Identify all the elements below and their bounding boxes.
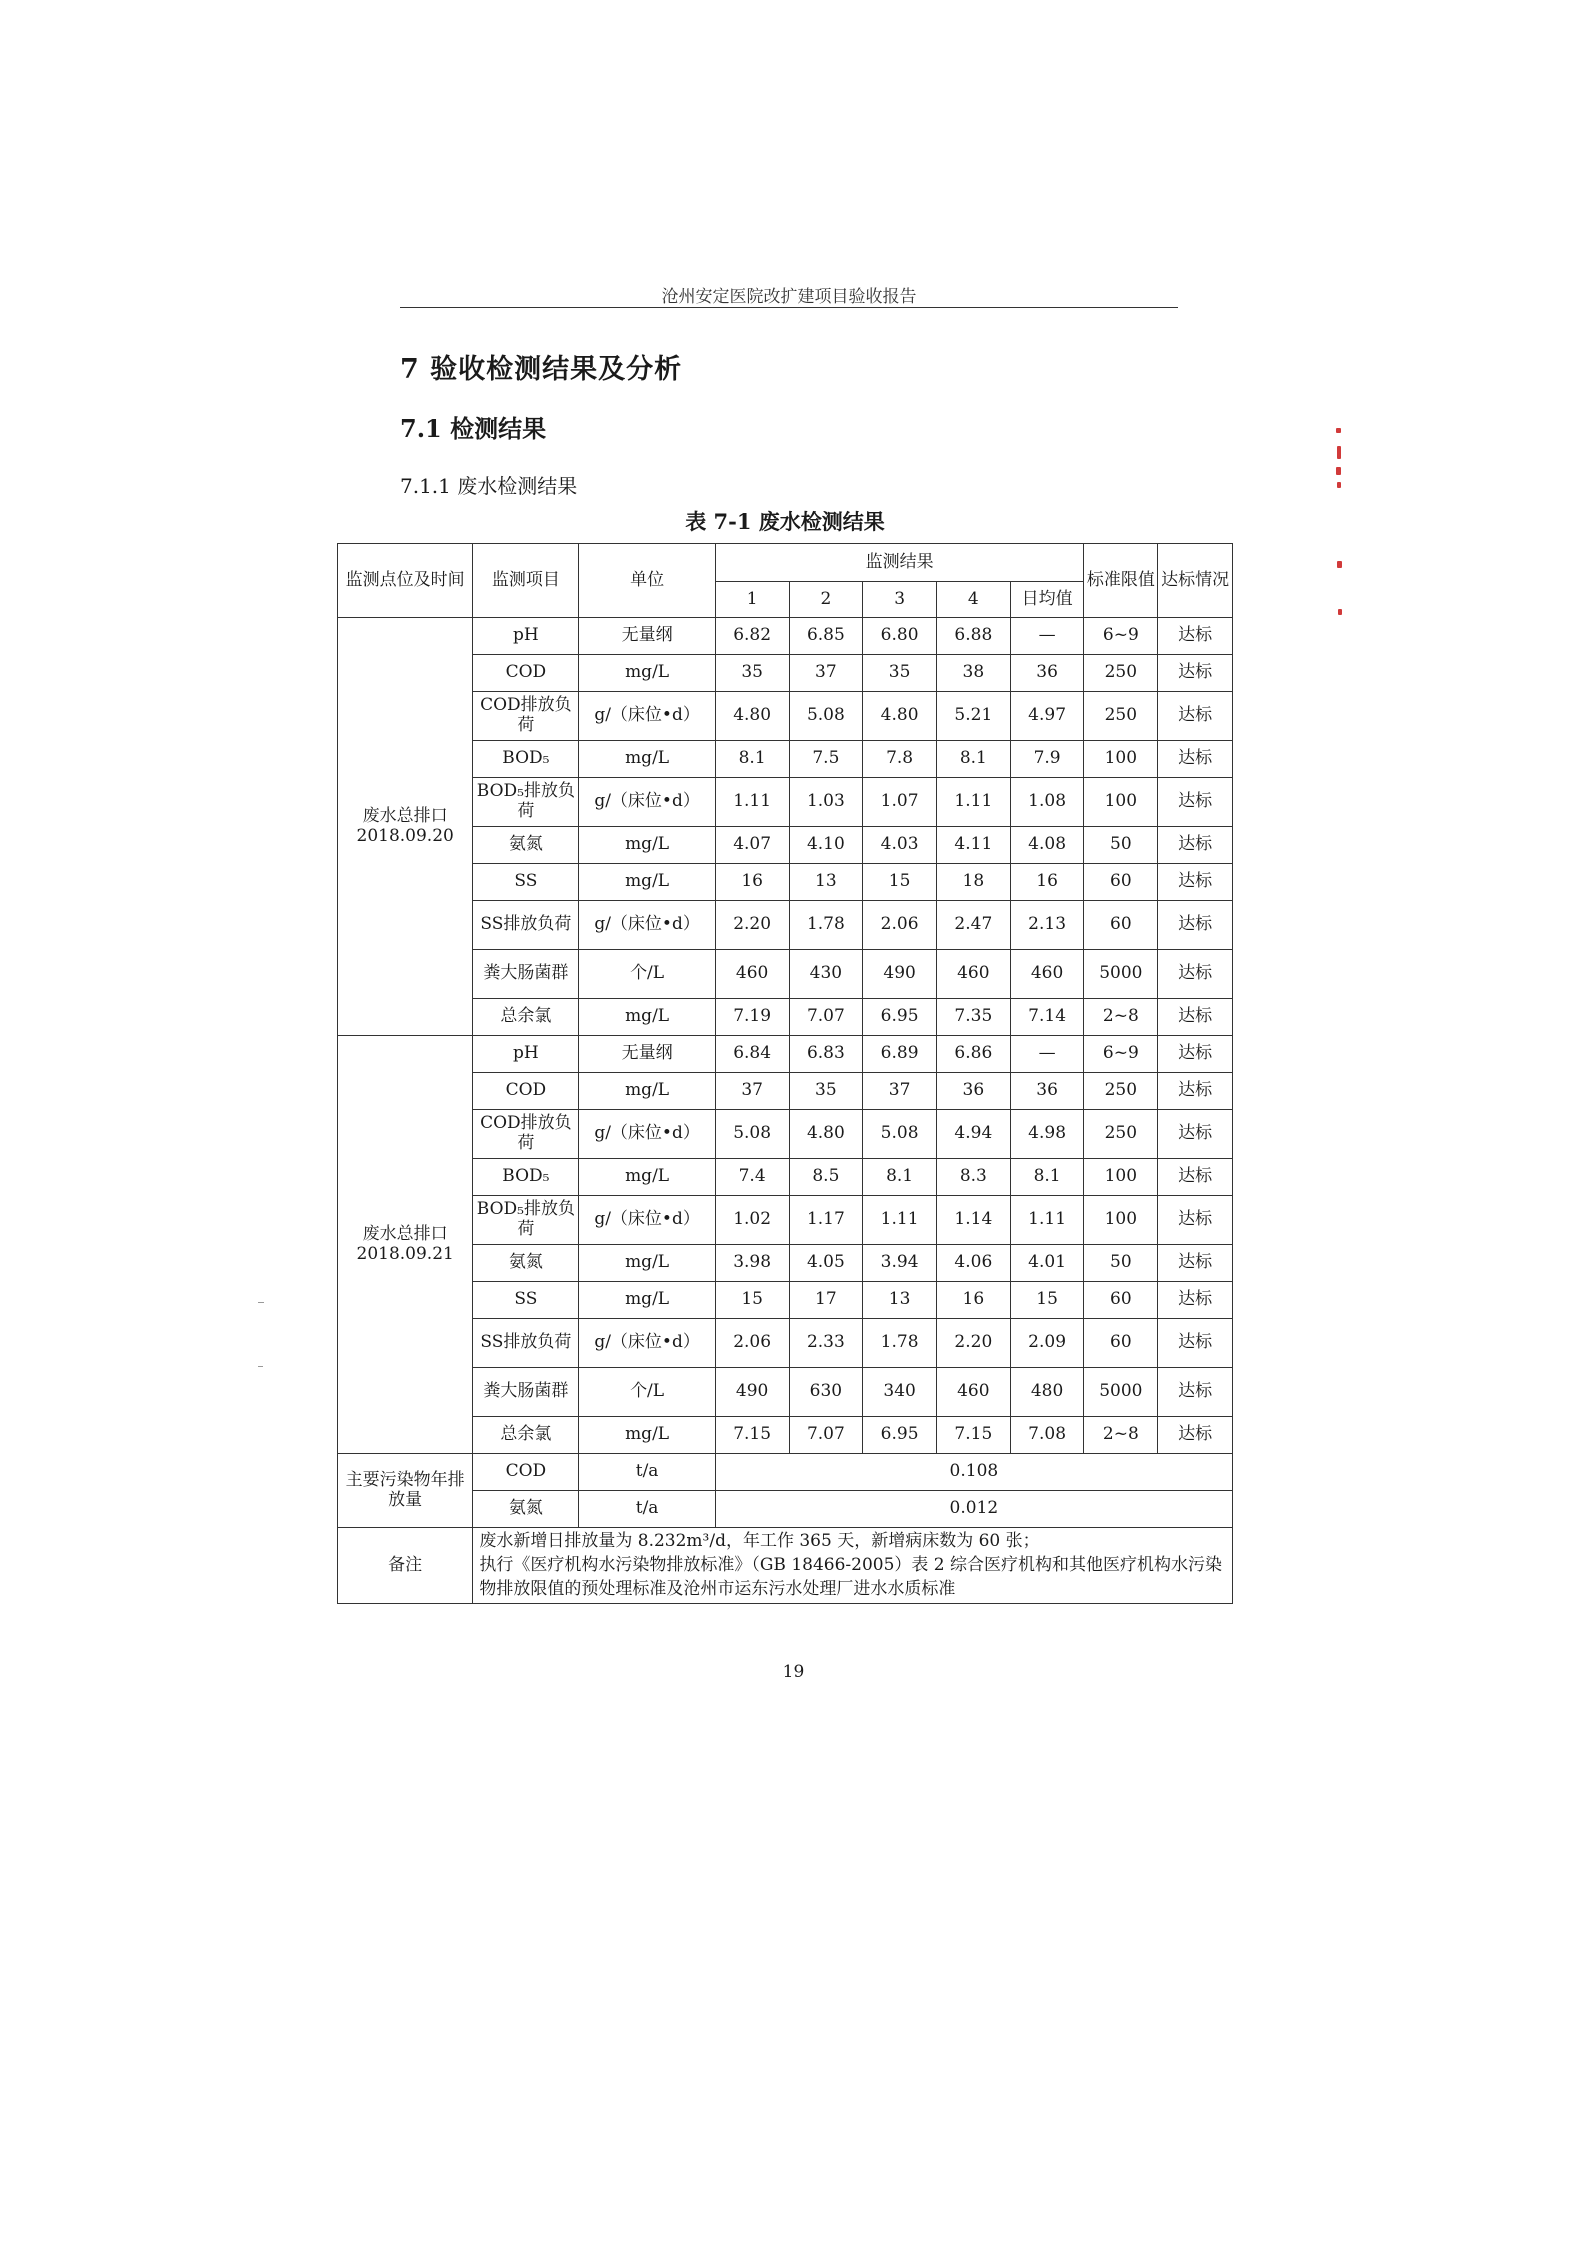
unit-cell: mg/L bbox=[579, 1073, 715, 1110]
scan-mark bbox=[1336, 467, 1341, 475]
scan-mark bbox=[1337, 561, 1342, 568]
table-row bbox=[338, 618, 1233, 655]
limit-cell: 60 bbox=[1084, 1319, 1158, 1368]
header-status: 达标情况 bbox=[1158, 544, 1233, 618]
value-cell: — bbox=[1010, 1036, 1084, 1073]
unit-cell: mg/L bbox=[579, 1245, 715, 1282]
value-cell: 4.80 bbox=[789, 1110, 863, 1159]
unit-cell: mg/L bbox=[579, 864, 715, 901]
value-cell: 490 bbox=[715, 1368, 789, 1417]
limit-cell: 50 bbox=[1084, 827, 1158, 864]
status-cell: 达标 bbox=[1158, 778, 1233, 827]
item-cell: BOD₅排放负荷 bbox=[473, 778, 579, 827]
header-location-time: 监测点位及时间 bbox=[338, 544, 473, 618]
value-cell: 1.11 bbox=[715, 778, 789, 827]
value-cell: 2.20 bbox=[936, 1319, 1010, 1368]
value-cell: 6.84 bbox=[715, 1036, 789, 1073]
value-cell: 3.98 bbox=[715, 1245, 789, 1282]
sample-date: 2018.09.21 bbox=[356, 1243, 454, 1264]
limit-cell: 100 bbox=[1084, 741, 1158, 778]
value-cell: 2.06 bbox=[863, 901, 937, 950]
value-cell: 6.95 bbox=[863, 1417, 937, 1454]
notes-cell bbox=[473, 1528, 1233, 1604]
value-cell: 4.05 bbox=[789, 1245, 863, 1282]
unit-cell: 个/L bbox=[579, 1368, 715, 1417]
value-cell: 2.47 bbox=[936, 901, 1010, 950]
status-cell: 达标 bbox=[1158, 1196, 1233, 1245]
item-cell: pH bbox=[473, 618, 579, 655]
header-results: 监测结果 bbox=[715, 544, 1084, 582]
subsection-title: 7.1.1 废水检测结果 bbox=[400, 474, 578, 498]
value-cell: 13 bbox=[863, 1282, 937, 1319]
value-cell: 1.11 bbox=[1010, 1196, 1084, 1245]
page-number: 19 bbox=[782, 1662, 805, 1682]
scan-mark bbox=[1336, 428, 1341, 433]
limit-cell: 100 bbox=[1084, 1196, 1158, 1245]
limit-cell: 5000 bbox=[1084, 950, 1158, 999]
unit-cell: mg/L bbox=[579, 1417, 715, 1454]
item-cell: 粪大肠菌群 bbox=[473, 950, 579, 999]
notes-label: 备注 bbox=[338, 1528, 473, 1604]
notes-row bbox=[338, 1528, 1233, 1604]
header-row bbox=[338, 544, 1233, 582]
value-cell: 1.02 bbox=[715, 1196, 789, 1245]
value-cell: 7.9 bbox=[1010, 741, 1084, 778]
unit-cell: g/（床位•d） bbox=[579, 692, 715, 741]
limit-cell: 2~8 bbox=[1084, 999, 1158, 1036]
value-cell: 1.17 bbox=[789, 1196, 863, 1245]
page-header: 沧州安定医院改扩建项目验收报告 bbox=[661, 287, 917, 307]
value-cell: 7.8 bbox=[863, 741, 937, 778]
value-cell: 6.89 bbox=[863, 1036, 937, 1073]
item-cell: 总余氯 bbox=[473, 1417, 579, 1454]
status-cell: 达标 bbox=[1158, 1110, 1233, 1159]
limit-cell: 6~9 bbox=[1084, 618, 1158, 655]
value-cell: 36 bbox=[936, 1073, 1010, 1110]
value-cell: 4.07 bbox=[715, 827, 789, 864]
value-cell: 1.78 bbox=[863, 1319, 937, 1368]
chapter-title: 7 验收检测结果及分析 bbox=[400, 354, 683, 385]
value-cell: 36 bbox=[1010, 1073, 1084, 1110]
annual-row bbox=[338, 1454, 1233, 1491]
item-cell: SS排放负荷 bbox=[473, 901, 579, 950]
value-cell: 340 bbox=[863, 1368, 937, 1417]
value-cell: 16 bbox=[936, 1282, 1010, 1319]
value-cell: 1.11 bbox=[936, 778, 1010, 827]
value-cell: 8.3 bbox=[936, 1159, 1010, 1196]
item-cell: 氨氮 bbox=[473, 827, 579, 864]
limit-cell: 100 bbox=[1084, 778, 1158, 827]
unit-cell: 个/L bbox=[579, 950, 715, 999]
value-cell: 5.08 bbox=[789, 692, 863, 741]
value-cell: 3.94 bbox=[863, 1245, 937, 1282]
value-cell: 37 bbox=[863, 1073, 937, 1110]
header-col-1: 1 bbox=[715, 582, 789, 618]
scan-mark bbox=[1337, 446, 1341, 459]
annual-label: 主要污染物年排放量 bbox=[338, 1454, 473, 1528]
value-cell: 6.95 bbox=[863, 999, 937, 1036]
unit-cell: g/（床位•d） bbox=[579, 1110, 715, 1159]
item-cell: SS bbox=[473, 864, 579, 901]
value-cell: 2.33 bbox=[789, 1319, 863, 1368]
unit-cell: g/（床位•d） bbox=[579, 901, 715, 950]
value-cell: 4.10 bbox=[789, 827, 863, 864]
value-cell: 6.80 bbox=[863, 618, 937, 655]
annual-value-cell: 0.012 bbox=[715, 1491, 1232, 1528]
value-cell: 8.1 bbox=[936, 741, 1010, 778]
value-cell: 7.14 bbox=[1010, 999, 1084, 1036]
value-cell: 430 bbox=[789, 950, 863, 999]
value-cell: 6.86 bbox=[936, 1036, 1010, 1073]
value-cell: 37 bbox=[715, 1073, 789, 1110]
value-cell: 16 bbox=[715, 864, 789, 901]
location-cell bbox=[338, 1036, 473, 1454]
value-cell: 7.08 bbox=[1010, 1417, 1084, 1454]
value-cell: 2.06 bbox=[715, 1319, 789, 1368]
limit-cell: 2~8 bbox=[1084, 1417, 1158, 1454]
header-rule bbox=[400, 307, 1178, 308]
item-cell: COD bbox=[473, 1454, 579, 1491]
value-cell: 4.11 bbox=[936, 827, 1010, 864]
item-cell: BOD₅ bbox=[473, 1159, 579, 1196]
item-cell: COD排放负荷 bbox=[473, 1110, 579, 1159]
unit-cell: mg/L bbox=[579, 999, 715, 1036]
value-cell: 7.07 bbox=[789, 1417, 863, 1454]
limit-cell: 5000 bbox=[1084, 1368, 1158, 1417]
value-cell: 7.15 bbox=[715, 1417, 789, 1454]
limit-cell: 60 bbox=[1084, 1282, 1158, 1319]
value-cell: 15 bbox=[715, 1282, 789, 1319]
item-cell: 氨氮 bbox=[473, 1245, 579, 1282]
limit-cell: 250 bbox=[1084, 1073, 1158, 1110]
notes-line-2: 执行《医疗机构水污染物排放标准》（GB 18466-2005）表 2 综合医疗机构和其他医疗机构水污染物排放限值的预处理标准及沧州市运东污水处理厂进水水质标准 bbox=[479, 1554, 1223, 1599]
status-cell: 达标 bbox=[1158, 741, 1233, 778]
value-cell: 7.19 bbox=[715, 999, 789, 1036]
value-cell: 6.83 bbox=[789, 1036, 863, 1073]
limit-cell: 60 bbox=[1084, 864, 1158, 901]
value-cell: 4.03 bbox=[863, 827, 937, 864]
value-cell: 4.80 bbox=[715, 692, 789, 741]
value-cell: 36 bbox=[1010, 655, 1084, 692]
unit-cell: g/（床位•d） bbox=[579, 778, 715, 827]
value-cell: 5.21 bbox=[936, 692, 1010, 741]
status-cell: 达标 bbox=[1158, 1036, 1233, 1073]
value-cell: 2.20 bbox=[715, 901, 789, 950]
unit-cell: mg/L bbox=[579, 741, 715, 778]
annual-value-cell: 0.108 bbox=[715, 1454, 1232, 1491]
value-cell: 480 bbox=[1010, 1368, 1084, 1417]
limit-cell: 250 bbox=[1084, 692, 1158, 741]
status-cell: 达标 bbox=[1158, 655, 1233, 692]
value-cell: 15 bbox=[863, 864, 937, 901]
item-cell: 粪大肠菌群 bbox=[473, 1368, 579, 1417]
status-cell: 达标 bbox=[1158, 999, 1233, 1036]
status-cell: 达标 bbox=[1158, 1282, 1233, 1319]
unit-cell: mg/L bbox=[579, 655, 715, 692]
scan-mark bbox=[1337, 482, 1341, 488]
item-cell: COD bbox=[473, 1073, 579, 1110]
value-cell: 35 bbox=[715, 655, 789, 692]
status-cell: 达标 bbox=[1158, 827, 1233, 864]
value-cell: 7.5 bbox=[789, 741, 863, 778]
value-cell: 1.11 bbox=[863, 1196, 937, 1245]
value-cell: 8.1 bbox=[1010, 1159, 1084, 1196]
value-cell: 13 bbox=[789, 864, 863, 901]
limit-cell: 250 bbox=[1084, 1110, 1158, 1159]
value-cell: 18 bbox=[936, 864, 1010, 901]
table-row bbox=[338, 1036, 1233, 1073]
value-cell: 490 bbox=[863, 950, 937, 999]
value-cell: 8.5 bbox=[789, 1159, 863, 1196]
item-cell: SS排放负荷 bbox=[473, 1319, 579, 1368]
scan-mark bbox=[1338, 609, 1342, 615]
value-cell: 7.15 bbox=[936, 1417, 1010, 1454]
status-cell: 达标 bbox=[1158, 1368, 1233, 1417]
header-col-3: 3 bbox=[863, 582, 937, 618]
value-cell: 35 bbox=[789, 1073, 863, 1110]
unit-cell: mg/L bbox=[579, 827, 715, 864]
item-cell: COD排放负荷 bbox=[473, 692, 579, 741]
value-cell: 1.07 bbox=[863, 778, 937, 827]
status-cell: 达标 bbox=[1158, 1073, 1233, 1110]
value-cell: 7.4 bbox=[715, 1159, 789, 1196]
sample-date: 2018.09.20 bbox=[356, 825, 454, 846]
status-cell: 达标 bbox=[1158, 1417, 1233, 1454]
value-cell: 6.85 bbox=[789, 618, 863, 655]
item-cell: 氨氮 bbox=[473, 1491, 579, 1528]
status-cell: 达标 bbox=[1158, 950, 1233, 999]
header-item: 监测项目 bbox=[473, 544, 579, 618]
unit-cell: mg/L bbox=[579, 1159, 715, 1196]
item-cell: pH bbox=[473, 1036, 579, 1073]
value-cell: 460 bbox=[936, 950, 1010, 999]
header-limit: 标准限值 bbox=[1084, 544, 1158, 618]
status-cell: 达标 bbox=[1158, 901, 1233, 950]
value-cell: 4.01 bbox=[1010, 1245, 1084, 1282]
status-cell: 达标 bbox=[1158, 864, 1233, 901]
unit-cell: 无量纲 bbox=[579, 1036, 715, 1073]
value-cell: 4.08 bbox=[1010, 827, 1084, 864]
value-cell: 6.82 bbox=[715, 618, 789, 655]
status-cell: 达标 bbox=[1158, 618, 1233, 655]
scan-dot bbox=[258, 1366, 263, 1367]
item-cell: SS bbox=[473, 1282, 579, 1319]
notes-line-1: 废水新增日排放量为 8.232m³/d，年工作 365 天，新增病床数为 60 张； bbox=[479, 1531, 1040, 1551]
limit-cell: 100 bbox=[1084, 1159, 1158, 1196]
status-cell: 达标 bbox=[1158, 692, 1233, 741]
item-cell: 总余氯 bbox=[473, 999, 579, 1036]
scan-dot bbox=[258, 1302, 264, 1303]
limit-cell: 50 bbox=[1084, 1245, 1158, 1282]
value-cell: — bbox=[1010, 618, 1084, 655]
header-col-daily-avg: 日均值 bbox=[1010, 582, 1084, 618]
unit-cell: g/（床位•d） bbox=[579, 1319, 715, 1368]
table-caption: 表 7-1 废水检测结果 bbox=[685, 509, 885, 534]
item-cell: BOD₅ bbox=[473, 741, 579, 778]
location-cell bbox=[338, 618, 473, 1036]
value-cell: 16 bbox=[1010, 864, 1084, 901]
unit-cell: g/（床位•d） bbox=[579, 1196, 715, 1245]
section-title: 7.1 检测结果 bbox=[400, 414, 547, 443]
value-cell: 35 bbox=[863, 655, 937, 692]
limit-cell: 60 bbox=[1084, 901, 1158, 950]
header-col-4: 4 bbox=[936, 582, 1010, 618]
wastewater-results-table bbox=[337, 543, 1233, 1604]
location-label: 废水总排口 bbox=[362, 805, 448, 826]
item-cell: BOD₅排放负荷 bbox=[473, 1196, 579, 1245]
table-body bbox=[338, 544, 1233, 1604]
value-cell: 7.35 bbox=[936, 999, 1010, 1036]
header-col-2: 2 bbox=[789, 582, 863, 618]
value-cell: 4.97 bbox=[1010, 692, 1084, 741]
value-cell: 460 bbox=[936, 1368, 1010, 1417]
status-cell: 达标 bbox=[1158, 1245, 1233, 1282]
value-cell: 15 bbox=[1010, 1282, 1084, 1319]
value-cell: 17 bbox=[789, 1282, 863, 1319]
limit-cell: 6~9 bbox=[1084, 1036, 1158, 1073]
value-cell: 1.08 bbox=[1010, 778, 1084, 827]
value-cell: 8.1 bbox=[715, 741, 789, 778]
status-cell: 达标 bbox=[1158, 1319, 1233, 1368]
value-cell: 1.78 bbox=[789, 901, 863, 950]
value-cell: 460 bbox=[1010, 950, 1084, 999]
value-cell: 1.14 bbox=[936, 1196, 1010, 1245]
value-cell: 7.07 bbox=[789, 999, 863, 1036]
unit-cell: mg/L bbox=[579, 1282, 715, 1319]
value-cell: 8.1 bbox=[863, 1159, 937, 1196]
value-cell: 6.88 bbox=[936, 618, 1010, 655]
status-cell: 达标 bbox=[1158, 1159, 1233, 1196]
header-unit: 单位 bbox=[579, 544, 715, 618]
value-cell: 4.94 bbox=[936, 1110, 1010, 1159]
value-cell: 2.09 bbox=[1010, 1319, 1084, 1368]
value-cell: 4.80 bbox=[863, 692, 937, 741]
unit-cell: t/a bbox=[579, 1454, 715, 1491]
value-cell: 5.08 bbox=[715, 1110, 789, 1159]
value-cell: 460 bbox=[715, 950, 789, 999]
value-cell: 1.03 bbox=[789, 778, 863, 827]
unit-cell: 无量纲 bbox=[579, 618, 715, 655]
value-cell: 4.06 bbox=[936, 1245, 1010, 1282]
value-cell: 37 bbox=[789, 655, 863, 692]
location-label: 废水总排口 bbox=[362, 1223, 448, 1244]
limit-cell: 250 bbox=[1084, 655, 1158, 692]
unit-cell: t/a bbox=[579, 1491, 715, 1528]
value-cell: 630 bbox=[789, 1368, 863, 1417]
value-cell: 5.08 bbox=[863, 1110, 937, 1159]
item-cell: COD bbox=[473, 655, 579, 692]
value-cell: 2.13 bbox=[1010, 901, 1084, 950]
value-cell: 38 bbox=[936, 655, 1010, 692]
value-cell: 4.98 bbox=[1010, 1110, 1084, 1159]
